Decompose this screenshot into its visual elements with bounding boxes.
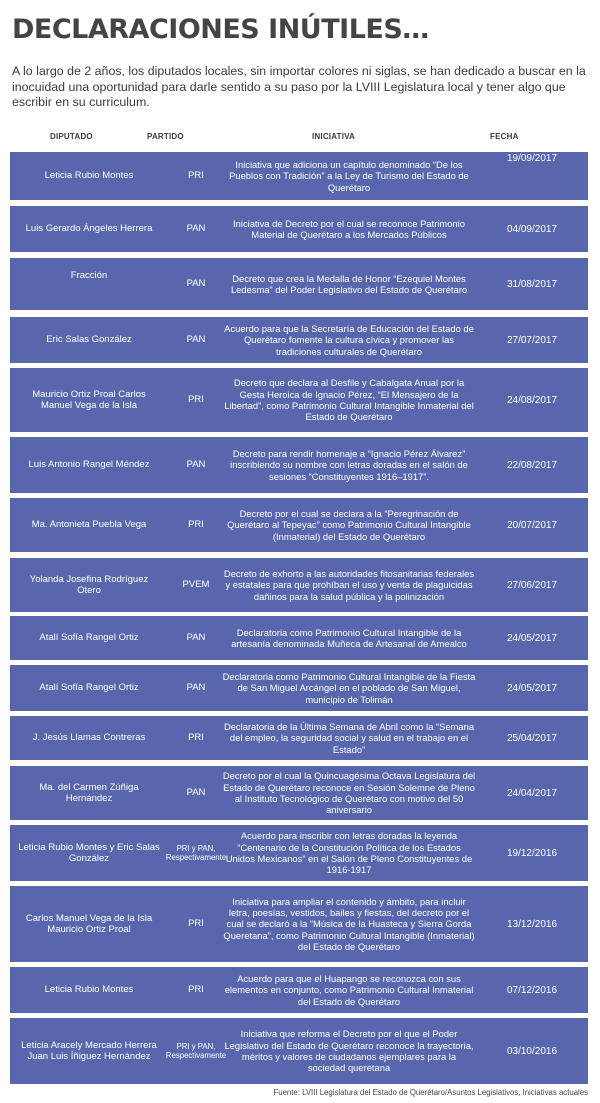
- cell-iniciativa: Decreto que crea la Medalla de Honor “Ezequiel Montes Ledesma” del Poder Legislativo del Estado de Querétaro: [230, 272, 468, 295]
- cell-iniciativa: Declaratoria como Patrimonio Cultural Intangible de la Fiesta de San Miguel Arcángel en el poblado de San Miguel, municipio de Tolimán: [222, 671, 476, 705]
- page-title: DECLARACIONES INÚTILES…: [12, 14, 429, 45]
- table-row: [10, 258, 588, 310]
- cell-partido: PAN: [186, 223, 206, 234]
- header-partido: PARTIDO: [147, 132, 184, 141]
- cell-partido: PRI: [188, 170, 204, 181]
- cell-fecha: 22/08/2017: [506, 459, 558, 471]
- header-iniciativa: INICIATIVA: [312, 132, 356, 141]
- cell-diputado: Eric Salas González: [46, 334, 132, 346]
- cell-diputado: Luis Antonio Rangel Méndez: [28, 459, 150, 471]
- cell-diputado: J. Jesús Llamas Contreras: [32, 732, 146, 744]
- cell-diputado: Ma. Antonieta Puebla Vega: [31, 519, 147, 531]
- cell-diputado: Leticia Rubio Montes: [44, 170, 134, 182]
- cell-partido: PAN: [186, 459, 206, 470]
- cell-iniciativa: Iniciativa que reforma el Decreto por el que el Poder Legislativo del Estado de Querétaro reconoce la trayectoria, méritos y valores de ciudadanos ejemplares para la sociedad queretana: [224, 1028, 474, 1074]
- cell-partido: PAN: [186, 278, 206, 289]
- table-row: [10, 716, 588, 760]
- cell-fecha: 20/07/2017: [506, 519, 558, 531]
- cell-partido: PAN: [186, 682, 206, 693]
- table-row: [10, 886, 588, 962]
- cell-iniciativa: Declaratoria de la Última Semana de Abril como la “Semana del empleo, la seguridad social y salud en el trabajo en el Estado”: [223, 721, 475, 755]
- cell-partido: PVEM: [182, 579, 210, 590]
- table-row: [10, 616, 588, 660]
- table-row: [10, 766, 588, 820]
- cell-diputado: Luis Gerardo Ángeles Herrera: [25, 223, 153, 235]
- cell-partido: PRI: [188, 732, 204, 743]
- cell-iniciativa: Decreto para rendir homenaje a “Ignacio Pérez Álvarez” inscribiendo su nombre con letras doradas en el salón de sesiones “Constituyentes 1916–1917”.: [230, 448, 468, 482]
- cell-iniciativa: Decreto por el cual se declara a la “Peregrinación de Querétaro al Tepeyac” como Patrimonio Cultural Intangible (Inmaterial) del Estado de Querétaro: [227, 508, 471, 542]
- table-header: [10, 132, 588, 144]
- cell-diputado: Mauricio Ortiz Proal Carlos Manuel Vega de la Isla: [32, 388, 146, 411]
- cell-iniciativa: Iniciativa de Decreto por el cual se reconoce Patrimonio Material de Querétaro a los Mercados Públicos: [233, 217, 465, 240]
- table-row: [10, 206, 588, 252]
- cell-fecha: 24/05/2017: [506, 632, 558, 644]
- table-row: [10, 317, 588, 363]
- cell-fecha: 24/08/2017: [506, 394, 558, 406]
- header-fecha: FECHA: [490, 132, 519, 141]
- cell-iniciativa: Acuerdo para que la Secretaría de Educación del Estado de Querétaro fomente la cultura cívica y promover las tradiciones culturales de Querétaro: [224, 323, 474, 357]
- cell-partido: PRI: [188, 394, 204, 405]
- table-row: [10, 967, 588, 1013]
- cell-partido: PRI: [188, 519, 204, 530]
- cell-diputado: Ma. del Carmen Zúñiga Hernández: [39, 781, 139, 804]
- table-row: [10, 665, 588, 711]
- cell-fecha: 24/04/2017: [506, 787, 558, 799]
- cell-iniciativa: Acuerdo para que el Huapango se reconozca con sus elementos en conjunto, como Patrimonio Cultural Inmaterial del Estado de Querétaro: [224, 973, 474, 1007]
- cell-iniciativa: Declaratoria como Patrimonio Cultural Intangible de la artesanía denominada Muñeca de Artesanal de Amealco: [231, 626, 467, 649]
- cell-iniciativa: Iniciativa que adiciona un capítulo denominado “De los Pueblos con Tradición” a la Ley de Turismo del Estado de Querétaro: [229, 159, 469, 193]
- cell-fecha: 27/07/2017: [506, 334, 558, 346]
- table-row: [10, 368, 588, 432]
- cell-fecha: 03/10/2016: [506, 1045, 558, 1057]
- cell-diputado: Fracción: [70, 270, 108, 281]
- cell-fecha: 07/12/2016: [506, 984, 558, 996]
- table-row: [10, 558, 588, 612]
- table-row: [10, 825, 588, 881]
- cell-iniciativa: Acuerdo para inscribir con letras doradas la leyenda “Centenario de la Constitución Política de los Estados Unidos Mexicanos” en el Salón de Pleno Constituyentes de 1916-1917: [225, 830, 473, 876]
- table-row: [10, 437, 588, 493]
- cell-partido: PAN: [186, 787, 206, 798]
- cell-fecha: 31/08/2017: [506, 278, 558, 290]
- cell-diputado: Atalí Sofía Rangel Ortiz: [39, 682, 139, 694]
- cell-diputado: Leticia Rubio Montes y Eric Salas González: [18, 841, 160, 864]
- cell-fecha: 04/09/2017: [506, 223, 558, 235]
- cell-fecha: 25/04/2017: [506, 732, 558, 744]
- cell-fecha: 27/06/2017: [506, 579, 558, 591]
- cell-iniciativa: Decreto por el cual la Quincuagésima Octava Legislatura del Estado de Querétaro reconoce en Sesión Solemne de Pleno al Instituto Tecnológico de Querétaro con motivo del 50 aniversario: [222, 770, 476, 816]
- cell-iniciativa: Decreto que declara al Desfile y Cabalgata Anual por la Gesta Heroica de Ignacio Pérez, “El Mensajero de la Libertad”, como Patrimonio Cultural Intangible Inmaterial del Estado de Querétaro: [224, 377, 474, 423]
- cell-diputado: Carlos Manuel Vega de la Isla Mauricio Ortiz Proal: [25, 912, 153, 935]
- table-row: [10, 498, 588, 552]
- cell-partido: PRI y PAN, Respectivamente: [165, 1042, 227, 1060]
- cell-partido: PRI: [188, 984, 204, 995]
- cell-partido: PRI: [188, 918, 204, 929]
- table-row: [10, 152, 588, 200]
- source-note: Fuente: LVIII Legislatura del Estado de Querétaro/Asuntos Legislativos, Iniciativas actuales: [273, 1088, 588, 1097]
- cell-fecha: 24/05/2017: [506, 682, 558, 694]
- cell-partido: PAN: [186, 632, 206, 643]
- cell-fecha: 13/12/2016: [506, 918, 558, 930]
- cell-diputado: Leticia Rubio Montes: [44, 984, 134, 996]
- cell-fecha: 19/12/2016: [506, 847, 558, 859]
- cell-diputado: Yolanda Josefina Rodríguez Otero: [29, 573, 149, 596]
- cell-iniciativa: Iniciativa para ampliar el contenido y ámbito, para incluir letra, poesías, vestidos, bailes y fiestas, del decreto por el cual se declaró a la “Música de la Huasteca y Sierra Gorda Queretana”, como Patrimonio Cultural Intangible (Inmaterial) del Estado de Querétaro: [223, 895, 475, 952]
- cell-partido: PAN: [186, 334, 206, 345]
- intro-paragraph: A lo largo de 2 años, los diputados locales, sin importar colores ni siglas, se han dedicado a buscar en la inocuidad una oportunidad para darle sentido a su paso por la LVIII Legislatura local y tener algo que escribir en su curriculum.: [12, 64, 586, 109]
- cell-partido: PRI y PAN, Respectivamente: [165, 844, 227, 862]
- cell-diputado: Atalí Sofía Rangel Ortiz: [39, 632, 139, 644]
- cell-diputado: Leticia Aracely Mercado Herrera Juan Luis Íñiguez Hernández: [21, 1039, 157, 1062]
- table-row: [10, 1018, 588, 1084]
- cell-fecha: 19/09/2017: [506, 153, 558, 164]
- cell-iniciativa: Decreto de exhorto a las autoridades fitosanitarias federales y estatales para que prohíban el uso y venta de plaguicidas dañinos para la salud pública y la polinización: [223, 568, 475, 602]
- header-diputado: DIPUTADO: [50, 132, 93, 141]
